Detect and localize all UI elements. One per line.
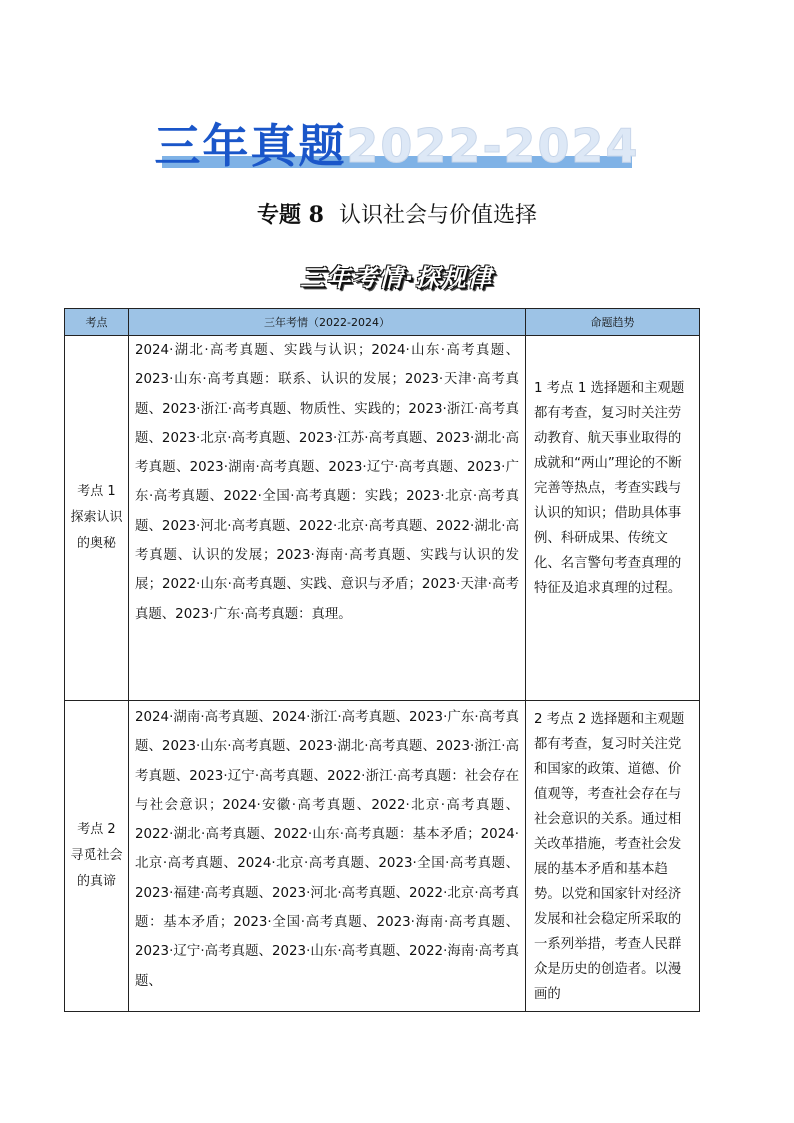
trend-text: 1 考点 1 选择题和主观题都有考查，复习时关注劳动教育、航天事业取得的成就和“两山”理论的不断完善等热点，考查实践与认识的知识；借助具体事例、科研成果、传统文化、名言警句考查真理的特征及追求真理的过程。: [534, 381, 685, 596]
kp-cell: 考点 1 探索认识的奥秘: [65, 336, 129, 701]
banner-title-part2: 2022-2024: [346, 119, 640, 173]
header-trend: 命题趋势: [526, 309, 700, 336]
years-cell: [129, 701, 526, 1012]
years-text: 2024·湖南·高考真题、2024·浙江·高考真题、2023·广东·高考真题、2023·山东·高考真题、2023·湖北·高考真题、2023·浙江·高考真题、2023·辽宁·高考真题、2022·浙江·高考真题：社会存在与社会意识；2024·安徽·高考真题、2022·北京·高考真题、2022·湖北·高考真题、2022·山东·高考真题：基本矛盾；2024·北京·高考真题、2024·北京·高考真题、2023·全国·高考真题、2023·福建·高考真题、2023·河北·高考真题、2022·北京·高考真题：基本矛盾；2023·全国·高考真题、2023·海南·高考真题、2023·辽宁·高考真题、2023·山东·高考真题、2022·海南·高考真题、: [135, 710, 519, 989]
kp-cell: 考点 2 寻觅社会的真谛: [65, 701, 129, 1012]
topic-name: 认识社会与价值选择: [338, 203, 537, 228]
exam-analysis-table: [64, 308, 700, 1012]
table-row: [65, 701, 700, 1012]
table-header-row: [65, 309, 700, 336]
years-text: 2024·湖北·高考真题、实践与认识；2024·山东·高考真题、2023·山东·高考真题：联系、认识的发展；2023·天津·高考真题、2023·浙江·高考真题、物质性、实践的；2023·浙江·高考真题、2023·北京·高考真题、2023·江苏·高考真题、2023·湖北·高考真题、2023·湖南·高考真题、2023·辽宁·高考真题、2023·广东·高考真题、2022·全国·高考真题：实践；2023·北京·高考真题、2023·河北·高考真题、2022·北京·高考真题、2022·湖北·高考真题、认识的发展；2023·海南·高考真题、实践与认识的发展；2022·山东·高考真题、实践、意识与矛盾；2023·天津·高考真题、2023·广东·高考真题：真理。: [135, 343, 519, 622]
banner-title: [0, 118, 794, 174]
table-row: [65, 336, 700, 701]
header-years: 三年考情（2022-2024）: [129, 309, 526, 336]
trend-text: 2 考点 2 选择题和主观题都有考查，复习时关注党和国家的政策、道德、价值观等，考查社会存在与社会意识的关系。通过相关改革措施，考查社会发展的基本矛盾和基本趋势。以党和国家针对经济发展和社会稳定所采取的一系列举措，考查人民群众是历史的创造者。以漫画的: [534, 712, 685, 1002]
topic-label: 专题 8: [257, 202, 324, 228]
trend-cell: [526, 336, 700, 701]
years-cell: [129, 336, 526, 701]
trend-cell: [526, 701, 700, 1012]
header-kp: 考点: [65, 309, 129, 336]
topic-title: [0, 198, 794, 229]
banner-title-part1: 三年真题: [154, 119, 347, 173]
section-title: 三年考情·探规律: [300, 264, 494, 292]
